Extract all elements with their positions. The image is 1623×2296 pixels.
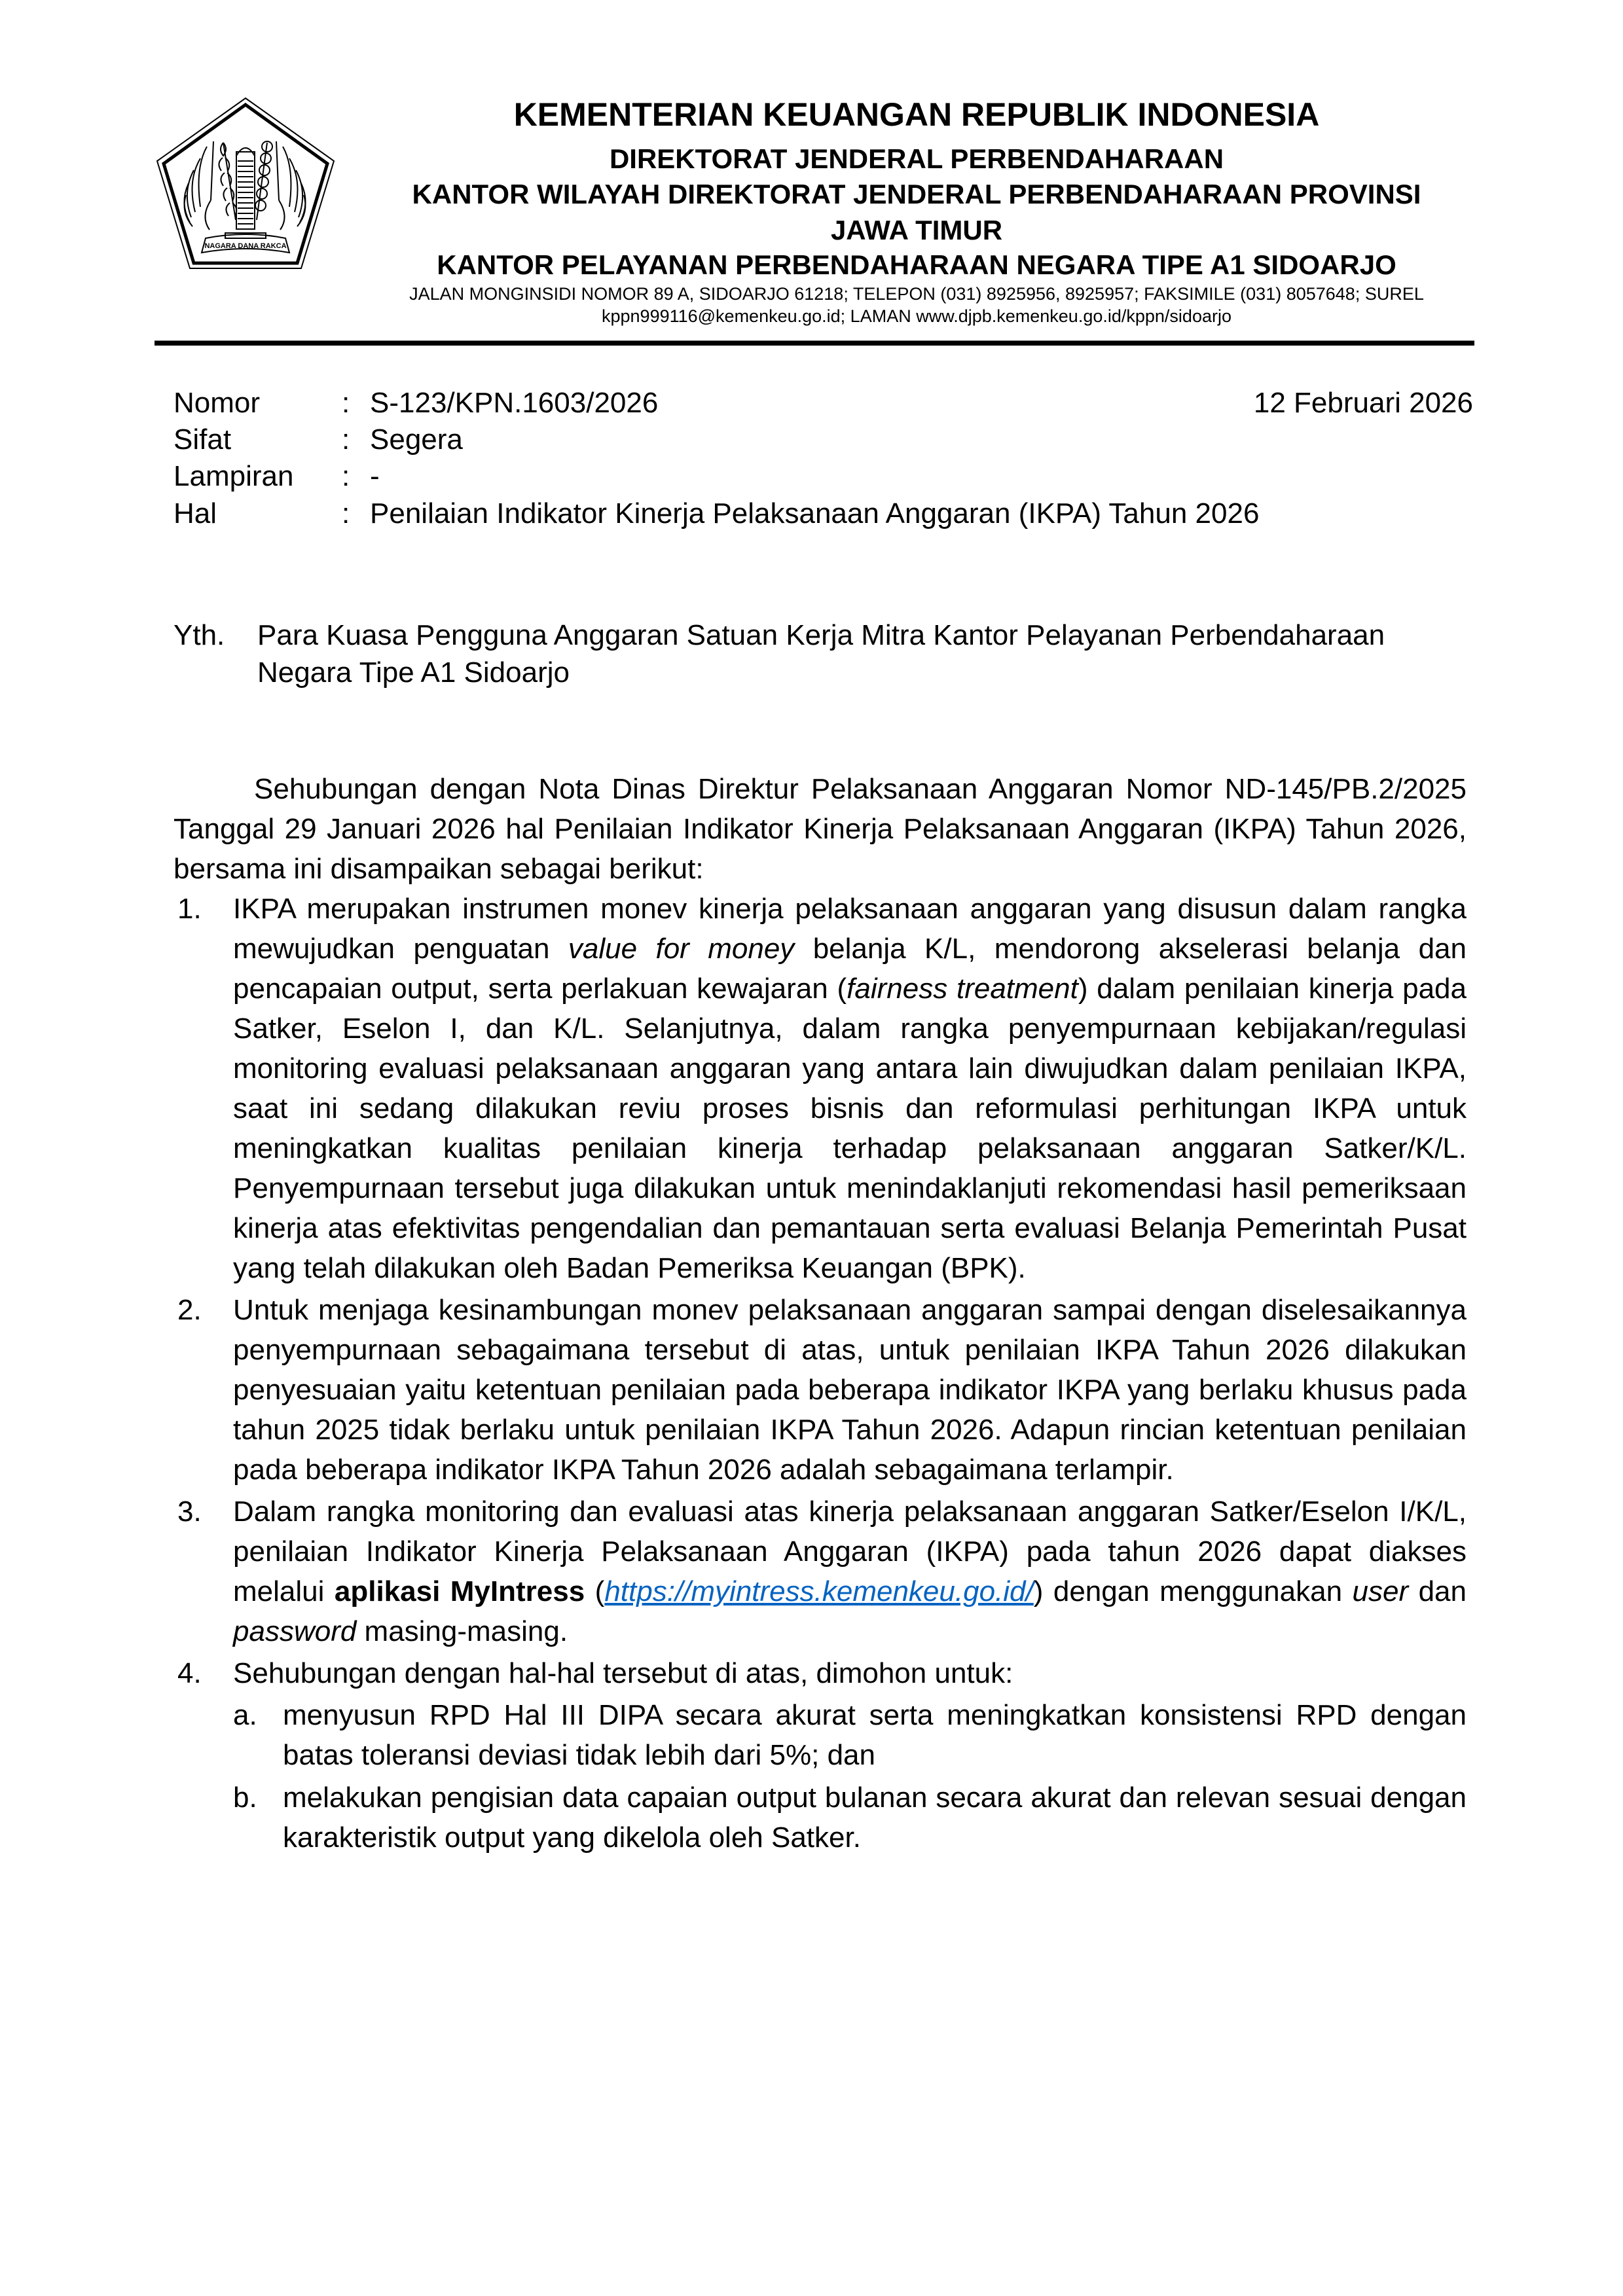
list-number: 3.	[177, 1496, 202, 1528]
meta-colon: :	[342, 387, 350, 419]
list-item-4	[173, 1653, 1467, 1857]
sifat-value: Segera	[370, 423, 463, 456]
item-italic-term: user	[1352, 1575, 1409, 1607]
app-name: aplikasi MyIntress	[334, 1575, 585, 1607]
list-number: 2.	[177, 1294, 202, 1326]
list-number: 4.	[177, 1657, 202, 1689]
item-text: masing-masing.	[356, 1615, 568, 1647]
list-item-3	[173, 1492, 1467, 1651]
emblem-motto: NAGARA DANA RAKCA	[204, 242, 287, 250]
sub-list	[233, 1695, 1467, 1857]
nomor-label: Nomor	[173, 387, 261, 419]
meta-colon: :	[342, 460, 350, 492]
item-text: ) dalam penilaian kinerja pada Satker, Eselon I, dan K/L. Selanjutnya, dalam rangka penyempurnaan kebijakan/regulasi monitoring evaluasi pelaksanaan anggaran yang antara lain diwujudkan dalam penilaian IKPA, saat ini sedang dilakukan reviu proses bisnis dan reformulasi perhitungan IKPA untuk meningkatkan kualitas penilaian kinerja terhadap pelaksanaan anggaran Satker/K/L. Penyempurnaan tersebut juga dilakukan untuk menindaklanjuti rekomendasi hasil pemeriksaan kinerja atas efektivitas pengendalian dan pemantauan serta evaluasi Belanja Pemerintah Pusat yang telah dilakukan oleh Badan Pemeriksa Keuangan (BPK).	[233, 973, 1467, 1284]
letter-date: 12 Februari 2026	[1253, 387, 1473, 419]
meta-row-hal	[173, 495, 1473, 532]
meta-row-lampiran	[173, 458, 1473, 495]
office-address: JALAN MONGINSIDI NOMOR 89 A, SIDOARJO 61218; TELEPON (031) 8925956, 8925957; FAKSIMILE (031) 8057648; SUREL	[409, 284, 1424, 304]
office-name: KANTOR PELAYANAN PERBENDAHARAAN NEGARA TIPE A1 SIDOARJO	[437, 249, 1396, 280]
meta-row-sifat	[173, 422, 1473, 458]
sub-item-text: melakukan pengisian data capaian output bulanan secara akurat dan relevan sesuai dengan karakteristik output yang dikelola oleh Satker.	[283, 1782, 1467, 1854]
item-italic-term: password	[233, 1615, 357, 1647]
intro-paragraph: Sehubungan dengan Nota Dinas Direktur Pelaksanaan Anggaran Nomor ND-145/PB.2/2025 Tanggal 29 Januari 2026 hal Penilaian Indikator Kinerja Pelaksanaan Anggaran (IKPA) Tahun 2026, bersama ini disampaikan sebagai berikut:	[173, 773, 1467, 885]
item-text: IKPA merupakan instrumen monev kinerja pelaksanaan anggaran yang disusun dalam rangka mewujudkan penguatan	[233, 893, 1467, 965]
hal-value: Penilaian Indikator Kinerja Pelaksanaan Anggaran (IKPA) Tahun 2026	[370, 497, 1260, 529]
item-text: (	[585, 1575, 605, 1607]
letterhead-divider	[155, 340, 1474, 346]
directorate-general: DIREKTORAT JENDERAL PERBENDAHARAAN	[609, 143, 1224, 174]
item-italic-term: fairness treatment	[847, 973, 1078, 1005]
letter-body	[173, 769, 1467, 1860]
list-item-1	[173, 889, 1467, 1288]
hal-label: Hal	[173, 497, 217, 529]
office-contact: kppn999116@kemenkeu.go.id; LAMAN www.djpb.kemenkeu.go.id/kppn/sidoarjo	[602, 306, 1231, 326]
item-text: ) dengan menggunakan	[1033, 1575, 1353, 1607]
item-text: dan	[1408, 1575, 1467, 1607]
item-text: Untuk menjaga kesinambungan monev pelaksanaan anggaran sampai dengan diselesaikannya penyempurnaan sebagaimana tersebut di atas, untuk penilaian IKPA Tahun 2026 dilakukan penyesuaian yaitu ketentuan penilaian pada beberapa indikator IKPA yang berlaku khusus pada tahun 2025 tidak berlaku untuk penilaian IKPA Tahun 2026. Adapun rincian ketentuan penilaian pada beberapa indikator IKPA Tahun 2026 adalah sebagaimana terlampir.	[233, 1294, 1467, 1486]
ministry-title: KEMENTERIAN KEUANGAN REPUBLIK INDONESIA	[513, 96, 1320, 133]
sub-item-a	[233, 1695, 1467, 1775]
meta-colon: :	[342, 497, 350, 529]
lampiran-label: Lampiran	[173, 460, 294, 492]
addressee-label: Yth.	[173, 619, 225, 651]
item-text: Dalam rangka monitoring dan evaluasi atas kinerja pelaksanaan anggaran Satker/Eselon I/K/L, penilaian Indikator Kinerja Pelaksanaan Anggaran (IKPA) pada tahun 2026 dapat diakses melalui	[233, 1496, 1467, 1607]
sifat-label: Sifat	[173, 423, 232, 456]
sub-item-text: menyusun RPD Hal III DIPA secara akurat serta meningkatkan konsistensi RPD dengan batas toleransi deviasi tidak lebih dari 5%; dan	[283, 1699, 1467, 1771]
list-number: 1.	[177, 893, 202, 925]
sub-item-letter: b.	[233, 1782, 257, 1814]
item-text: Sehubungan dengan hal-hal tersebut di atas, dimohon untuk:	[233, 1657, 1013, 1689]
meta-row-nomor	[173, 385, 1473, 422]
list-item-2	[173, 1290, 1467, 1490]
province-name: JAWA TIMUR	[830, 215, 1003, 245]
item-italic-term: value for money	[568, 933, 795, 965]
addressee-text: Para Kuasa Pengguna Anggaran Satuan Kerja Mitra Kantor Pelayanan Perbendaharaan Negara Tipe A1 Sidoarjo	[257, 619, 1385, 689]
meta-colon: :	[342, 423, 350, 456]
regional-office: KANTOR WILAYAH DIREKTORAT JENDERAL PERBENDAHARAAN PROVINSI	[412, 179, 1421, 209]
kemenkeu-emblem-icon	[155, 96, 337, 271]
sub-item-b	[233, 1778, 1467, 1857]
myintress-link[interactable]: https://myintress.kemenkeu.go.id/	[604, 1575, 1034, 1607]
numbered-list	[173, 889, 1467, 1857]
item-text: belanja K/L, mendorong akselerasi belanja dan pencapaian output, serta perlakuan kewajaran (	[233, 933, 1467, 1005]
nomor-value: S-123/KPN.1603/2026	[370, 387, 659, 419]
sub-item-letter: a.	[233, 1699, 257, 1731]
lampiran-value: -	[370, 460, 380, 492]
